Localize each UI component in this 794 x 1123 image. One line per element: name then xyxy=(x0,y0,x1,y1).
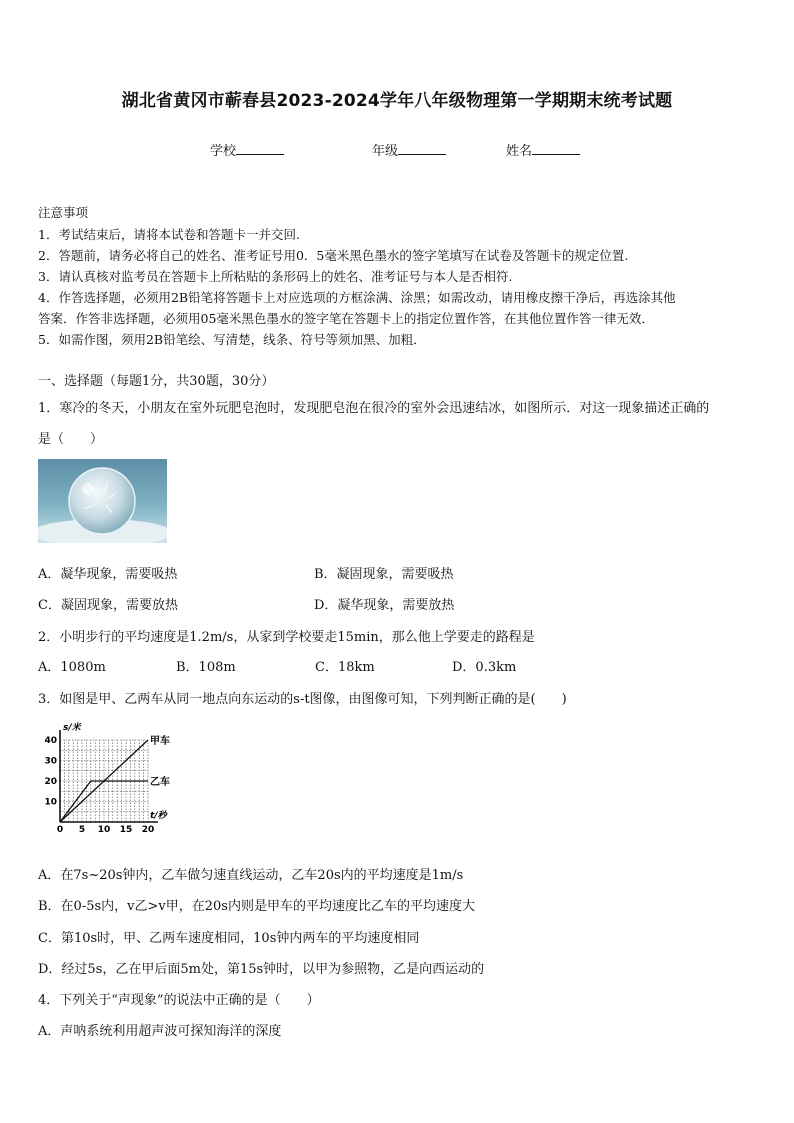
section-heading: 一、选择题（每题1分，共30题，30分） xyxy=(38,374,275,389)
question-2: 2．小明步行的平均速度是1.2m/s，从家到学校要走15min，那么他上学要走的路程是 xyxy=(38,630,535,645)
question-1-line2: 是（ ） xyxy=(38,432,104,447)
q2-option-b[interactable]: B．108m xyxy=(176,660,236,675)
notice-item: 1．考试结束后，请将本试卷和答题卡一并交回. xyxy=(38,227,300,242)
q1-option-d[interactable]: D．凝华现象，需要放热 xyxy=(314,598,455,613)
s-t-chart xyxy=(36,718,186,842)
school-label: 学校 xyxy=(210,144,237,159)
question-4: 4．下列关于“声现象”的说法中正确的是（ ） xyxy=(38,993,320,1008)
name-label: 姓名 xyxy=(506,144,533,159)
x-axis-label: t/秒 xyxy=(150,811,167,821)
y-tick-label: 10 xyxy=(44,797,57,808)
q2-option-c[interactable]: C．18km xyxy=(315,660,375,675)
notice-item: 答案．作答非选择题，必须用05毫米黑色墨水的签字笔在答题卡上的指定位置作答，在其他位置作答一律无效． xyxy=(38,311,654,326)
name-blank[interactable] xyxy=(532,142,580,155)
y-tick-label: 40 xyxy=(44,736,57,746)
notice-heading: 注意事项 xyxy=(38,205,89,220)
x-tick-label: 5 xyxy=(78,825,86,835)
q2-option-d[interactable]: D．0.3km xyxy=(452,660,517,675)
y-axis-label: s/米 xyxy=(63,723,81,733)
school-field[interactable] xyxy=(210,140,284,159)
q4-option-a[interactable]: A．声呐系统利用超声波可探知海洋的深度 xyxy=(38,1024,282,1039)
page-title: 湖北省黄冈市蕲春县2023-2024学年八年级物理第一学期期末统考试题 xyxy=(121,91,673,111)
series-label-2: 乙车 xyxy=(150,777,170,788)
q1-option-a[interactable]: A．凝华现象，需要吸热 xyxy=(38,567,178,582)
q3-option-a[interactable]: A．在7s~20s钟内，乙车做匀速直线运动，乙车20s内的平均速度是1m/s xyxy=(38,868,464,883)
frozen-bubble-photo xyxy=(38,459,167,543)
notice-item: 4．作答选择题，必须用2B铅笔将答题卡上对应选项的方框涂满、涂黑；如需改动，请用橡皮擦干净后，再选涂其他 xyxy=(38,290,676,305)
school-blank[interactable] xyxy=(236,142,284,155)
y-tick-label: 20 xyxy=(44,777,57,787)
x-tick-label: 15 xyxy=(119,825,133,835)
notice-item: 3．请认真核对监考员在答题卡上所粘贴的条形码上的姓名、准考证号与本人是否相符. xyxy=(38,269,513,284)
q3-option-b[interactable]: B．在0-5s内，v乙>v甲，在20s内则是甲车的平均速度比乙车的平均速度大 xyxy=(38,899,475,914)
notice-item: 2．答题前，请务必将自己的姓名、准考证号用0．5毫米黑色墨水的签字笔填写在试卷及答题卡的规定位置. xyxy=(38,248,629,263)
q1-option-b[interactable]: B．凝固现象，需要吸热 xyxy=(314,567,454,582)
y-tick-label: 30 xyxy=(44,756,57,767)
q1-option-c[interactable]: C．凝固现象，需要放热 xyxy=(38,598,178,613)
series-label-1: 甲车 xyxy=(150,736,170,747)
q3-option-c[interactable]: C．第10s时，甲、乙两车速度相同，10s钟内两车的平均速度相同 xyxy=(38,931,420,946)
grade-field[interactable] xyxy=(372,140,446,159)
x-tick-label: 20 xyxy=(141,825,155,835)
question-3: 3．如图是甲、乙两车从同一地点向东运动的s-t图像，由图像可知，下列判断正确的是( ) xyxy=(38,692,567,707)
name-field[interactable] xyxy=(506,140,580,159)
x-tick-label: 10 xyxy=(97,825,111,835)
q3-option-d[interactable]: D．经过5s，乙在甲后面5m处，第15s钟时，以甲为参照物，乙是向西运动的 xyxy=(38,962,485,977)
grade-label: 年级 xyxy=(372,144,399,159)
q2-option-a[interactable]: A．1080m xyxy=(38,660,106,675)
question-1-line1: 1．寒冷的冬天，小朋友在室外玩肥皂泡时，发现肥皂泡在很冷的室外会迅速结冰，如图所示．对这一现象描述正确的 xyxy=(38,401,710,416)
x-tick-label: 0 xyxy=(56,825,64,835)
notice-item: 5．如需作图，须用2B铅笔绘、写清楚，线条、符号等须加黑、加粗． xyxy=(38,332,426,347)
grade-blank[interactable] xyxy=(398,142,446,155)
